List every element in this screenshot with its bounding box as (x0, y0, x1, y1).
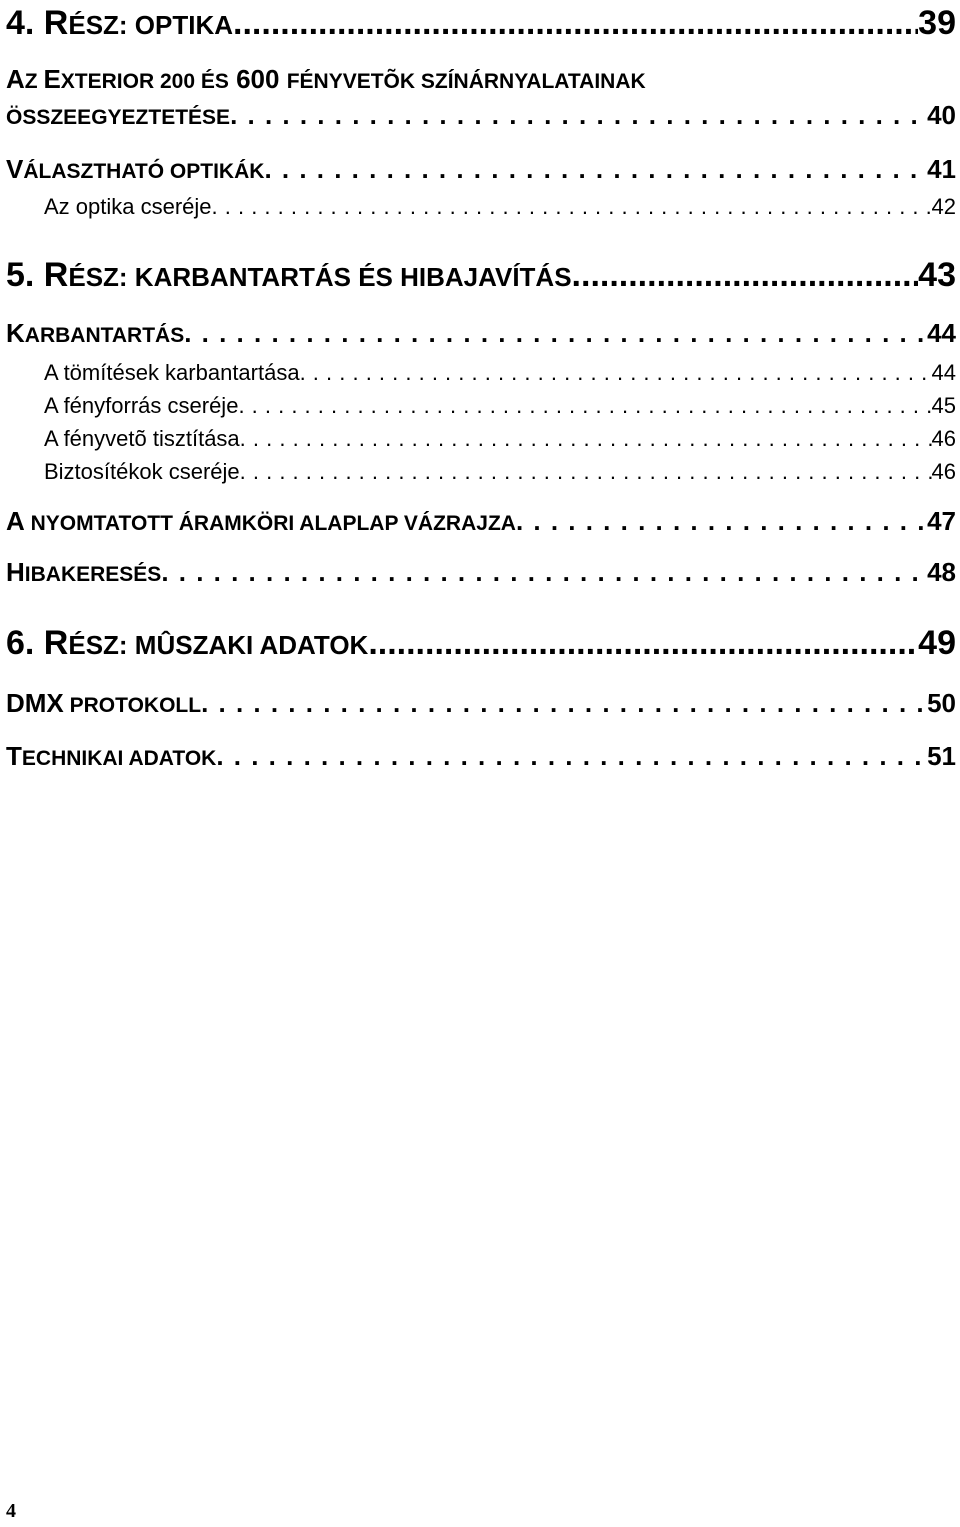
dot-leader (161, 557, 927, 588)
toc-section-title: A NYOMTATOTT ÁRAMKÖRI ALAPLAP VÁZRAJZA (6, 506, 516, 536)
toc-section-title: HIBAKERESÉS (6, 557, 162, 587)
toc-part-5-title: 5. RÉSZ: KARBANTARTÁS ÉS HIBAJAVÍTÁS (6, 256, 572, 294)
toc-sub-title: Az optika cseréje (44, 194, 212, 219)
dot-leader (184, 318, 927, 349)
toc-section-exterior-line2[interactable] (6, 100, 956, 131)
toc-page-number: 49 (918, 624, 956, 662)
toc-page-number: 48 (927, 557, 956, 587)
toc-sub-fenyveto[interactable] (6, 426, 956, 452)
dot-leader (233, 4, 918, 43)
page-number: 4 (6, 1500, 16, 1522)
dot-leader (240, 426, 932, 452)
toc-page-number: 45 (931, 393, 956, 418)
toc-page-number: 42 (931, 194, 956, 219)
toc-sub-tomitesek[interactable] (6, 360, 956, 386)
dot-leader (216, 741, 927, 772)
toc-section-title: VÁLASZTHATÓ OPTIKÁK (6, 154, 265, 184)
toc-section-exterior-line1[interactable]: AZ EXTERIOR 200 ÉS 600 FÉNYVETÕK SZÍNÁRNYALATAINAK (6, 64, 646, 94)
dot-leader (230, 100, 927, 131)
dot-leader (368, 624, 918, 663)
toc-sub-fenyforras[interactable] (6, 393, 956, 419)
toc-page-number: 40 (927, 100, 956, 130)
toc-page-number: 43 (918, 256, 956, 294)
dot-leader (212, 194, 932, 220)
toc-page-number: 47 (927, 506, 956, 536)
toc-page-number: 51 (927, 741, 956, 771)
toc-section-nyomtatott[interactable] (6, 506, 956, 537)
toc-section-karbantartas[interactable] (6, 318, 956, 349)
toc-section-dmx[interactable] (6, 688, 956, 719)
dot-leader (201, 688, 927, 719)
toc-section-title: ÖSSZEEGYEZTETÉSE (6, 106, 231, 129)
toc-sub-title: A tömítések karbantartása (44, 360, 300, 385)
toc-section-title: TECHNIKAI ADATOK (6, 741, 217, 771)
toc-page-number: 46 (931, 459, 956, 484)
dot-leader (240, 459, 932, 485)
dot-leader (264, 154, 927, 185)
toc-part-4[interactable] (6, 4, 956, 43)
toc-part-5[interactable] (6, 256, 956, 295)
toc-page-number: 44 (927, 318, 956, 348)
toc-section-hibakereses[interactable] (6, 557, 956, 588)
dot-leader (516, 506, 927, 537)
toc-sub-title: Biztosítékok cseréje (44, 459, 240, 484)
toc-page-number: 46 (931, 426, 956, 451)
dot-leader (300, 360, 932, 386)
toc-page-number: 41 (927, 154, 956, 184)
toc-page-number: 50 (927, 688, 956, 718)
toc-sub-optika-csereje[interactable] (6, 194, 956, 220)
toc-page-number: 44 (931, 360, 956, 385)
toc-section-title: KARBANTARTÁS (6, 318, 185, 348)
toc-section-valaszthato[interactable] (6, 154, 956, 185)
toc-part-6[interactable] (6, 624, 956, 663)
dot-leader (572, 256, 919, 295)
toc-sub-title: A fényvetõ tisztítása (44, 426, 240, 451)
toc-section-title: DMX PROTOKOLL (6, 688, 202, 718)
dot-leader (238, 393, 931, 419)
toc-part-6-title: 6. RÉSZ: MÛSZAKI ADATOK (6, 624, 369, 662)
toc-page-number: 39 (918, 4, 956, 42)
toc-sub-biztositekok[interactable] (6, 459, 956, 485)
toc-section-technikai[interactable] (6, 741, 956, 772)
toc-sub-title: A fényforrás cseréje (44, 393, 239, 418)
toc-part-4-title: 4. RÉSZ: OPTIKA (6, 4, 234, 42)
